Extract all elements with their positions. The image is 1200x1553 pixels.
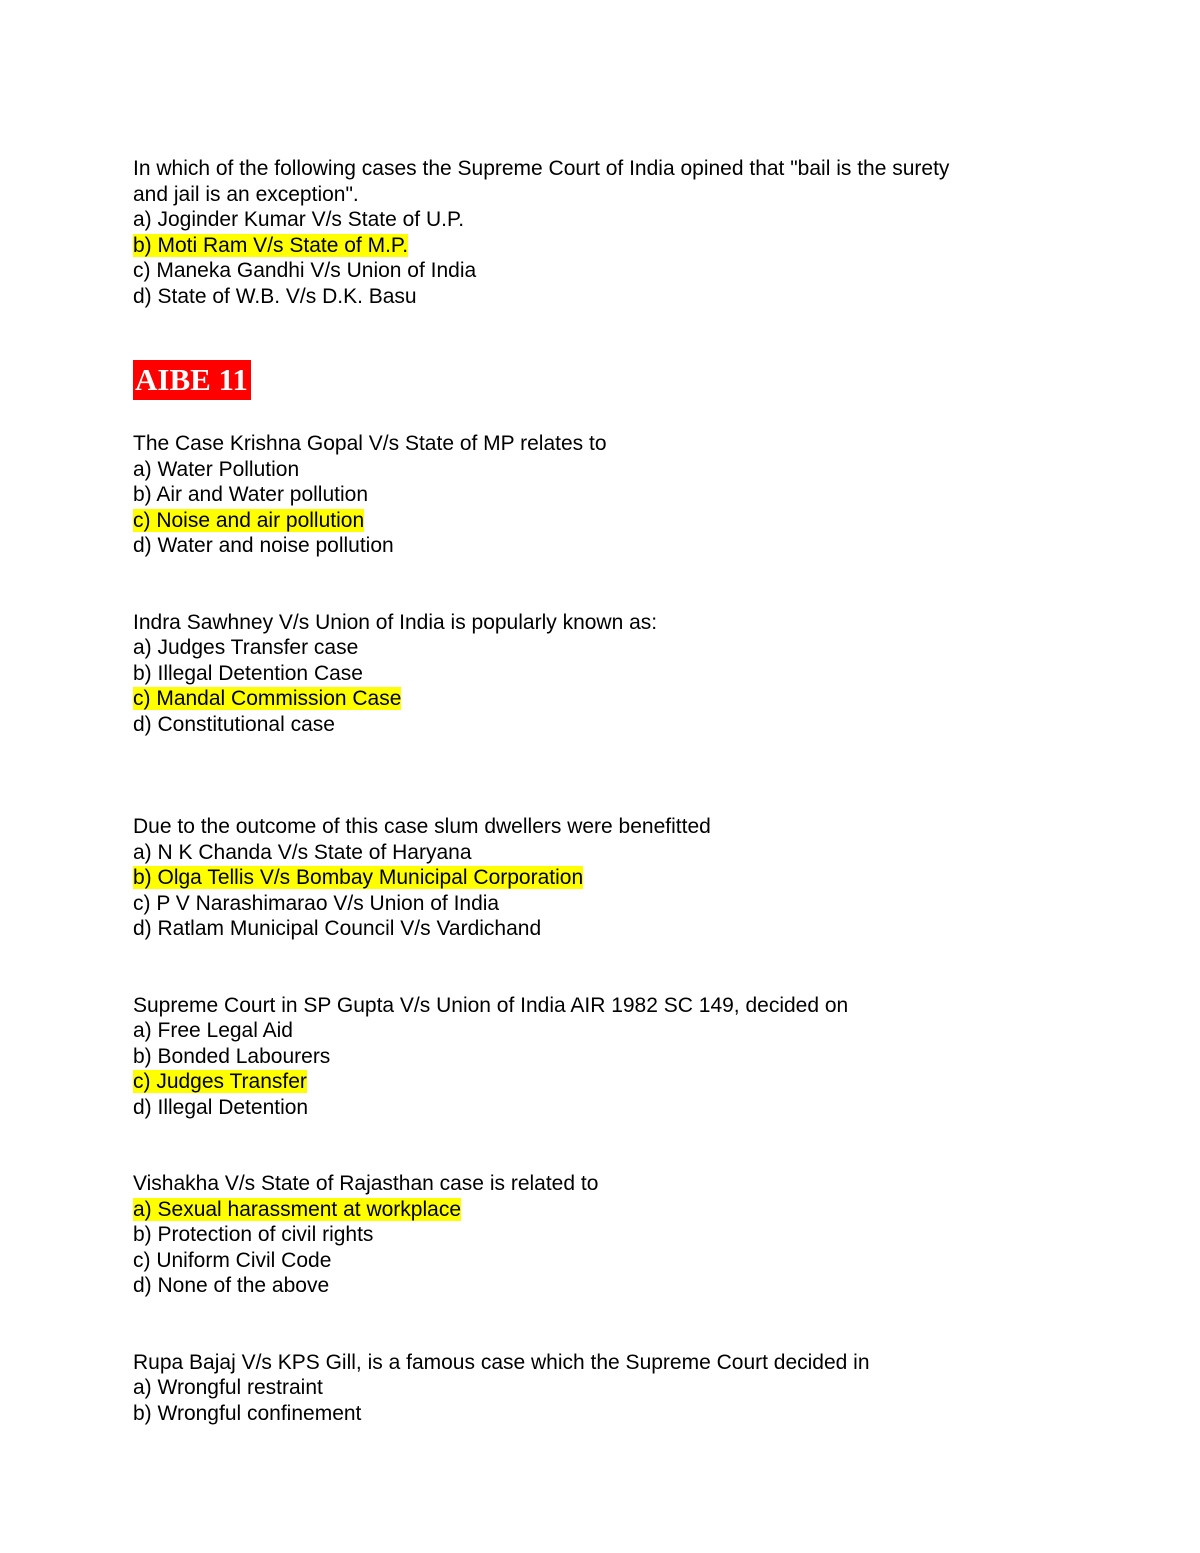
question-block-indra-sawhney — [133, 610, 1133, 738]
option-c — [133, 258, 1133, 284]
option-b — [133, 482, 1133, 508]
document-page — [133, 156, 1133, 1426]
option-text: d) State of W.B. V/s D.K. Basu — [133, 284, 417, 308]
option-a — [133, 457, 1133, 483]
option-b — [133, 661, 1133, 687]
question-block-sp-gupta — [133, 993, 1133, 1121]
question-text: In which of the following cases the Supreme Court of India opined that "bail is the surety and jail is an exception". — [133, 157, 950, 206]
option-text: a) Wrongful restraint — [133, 1376, 323, 1399]
question-block-rupa-bajaj — [133, 1350, 1133, 1427]
question-block-bail — [133, 156, 1133, 309]
option-a — [133, 840, 1133, 866]
option-d — [133, 533, 1133, 559]
highlighted-answer: b) Olga Tellis V/s Bombay Municipal Corporation — [133, 866, 584, 889]
question-text: The Case Krishna Gopal V/s State of MP relates to — [133, 432, 607, 455]
option-a — [133, 1018, 1133, 1044]
section-heading-wrap — [133, 360, 1133, 400]
option-text: d) None of the above — [133, 1274, 330, 1297]
option-a — [133, 1375, 1133, 1401]
option-d — [133, 916, 1133, 942]
option-text: b) Air and Water pollution — [133, 483, 369, 506]
option-d — [133, 1095, 1133, 1121]
question-block-slum-dwellers — [133, 814, 1133, 942]
option-text: d) Constitutional case — [133, 712, 335, 736]
option-c-answer — [133, 1069, 1133, 1095]
question-block-vishakha — [133, 1171, 1133, 1299]
option-b — [133, 1401, 1133, 1427]
option-text: b) Illegal Detention Case — [133, 661, 363, 685]
option-text: a) N K Chanda V/s State of Haryana — [133, 840, 472, 864]
highlighted-answer: b) Moti Ram V/s State of M.P. — [133, 233, 409, 257]
option-b-answer — [133, 233, 1133, 259]
option-text: c) Uniform Civil Code — [133, 1248, 332, 1272]
option-c-answer — [133, 686, 1133, 712]
option-text: c) P V Narashimarao V/s Union of India — [133, 891, 500, 915]
highlighted-answer: c) Judges Transfer — [133, 1070, 307, 1093]
section-heading: AIBE 11 — [133, 360, 251, 400]
option-d — [133, 284, 1133, 310]
option-text: a) Joginder Kumar V/s State of U.P. — [133, 208, 465, 231]
question-block-krishna-gopal — [133, 431, 1133, 559]
option-text: a) Water Pollution — [133, 457, 300, 481]
question-text: Rupa Bajaj V/s KPS Gill, is a famous case which the Supreme Court decided in — [133, 1350, 870, 1374]
option-text: a) Free Legal Aid — [133, 1019, 293, 1042]
highlighted-answer: c) Mandal Commission Case — [133, 687, 402, 710]
question-text: Supreme Court in SP Gupta V/s Union of India AIR 1982 SC 149, decided on — [133, 993, 849, 1017]
option-a-answer — [133, 1197, 1133, 1223]
option-text: c) Maneka Gandhi V/s Union of India — [133, 259, 477, 282]
option-text: b) Bonded Labourers — [133, 1044, 331, 1068]
option-d — [133, 1273, 1133, 1299]
option-a — [133, 635, 1133, 661]
option-c-answer — [133, 508, 1133, 534]
option-text: a) Judges Transfer case — [133, 636, 359, 659]
option-text: b) Protection of civil rights — [133, 1223, 374, 1246]
option-c — [133, 1248, 1133, 1274]
option-d — [133, 712, 1133, 738]
option-text: d) Water and noise pollution — [133, 534, 394, 557]
question-text: Indra Sawhney V/s Union of India is popularly known as: — [133, 610, 658, 634]
option-c — [133, 891, 1133, 917]
option-text: d) Illegal Detention — [133, 1095, 309, 1119]
question-text: Vishakha V/s State of Rajasthan case is related to — [133, 1172, 599, 1195]
option-b — [133, 1222, 1133, 1248]
highlighted-answer: a) Sexual harassment at workplace — [133, 1197, 461, 1221]
option-text: d) Ratlam Municipal Council V/s Vardichand — [133, 917, 542, 940]
option-text: b) Wrongful confinement — [133, 1401, 362, 1425]
question-text: Due to the outcome of this case slum dwellers were benefitted — [133, 815, 711, 838]
option-b-answer — [133, 865, 1133, 891]
option-b — [133, 1044, 1133, 1070]
highlighted-answer: c) Noise and air pollution — [133, 508, 365, 532]
option-a — [133, 207, 1133, 233]
